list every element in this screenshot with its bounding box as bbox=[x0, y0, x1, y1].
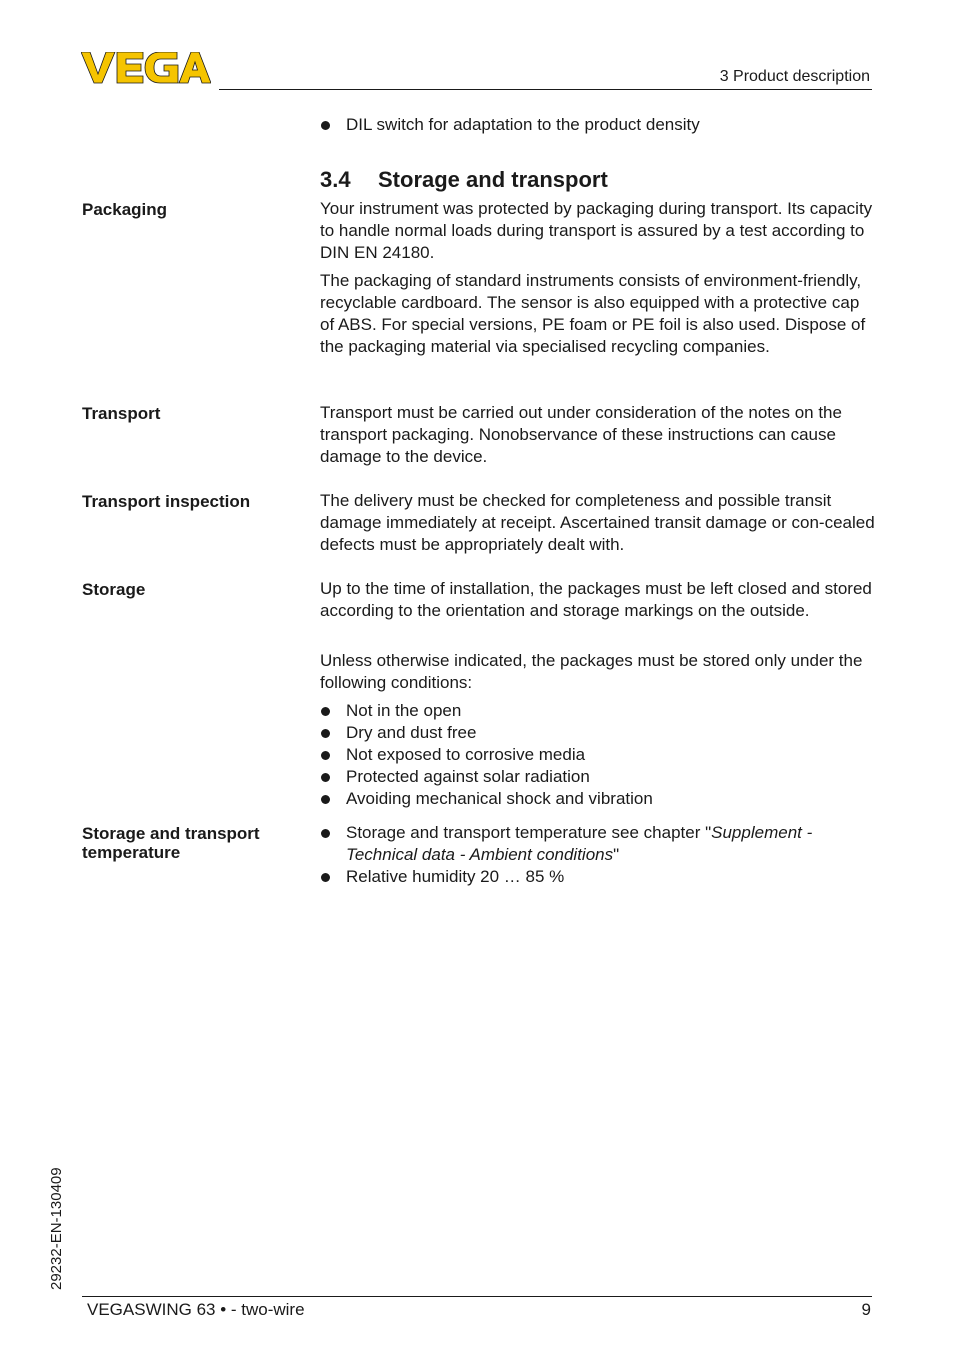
section-title: Storage and transport bbox=[378, 167, 608, 192]
transport-inspection-label: Transport inspection bbox=[82, 492, 251, 511]
list-item: Protected against solar radiation bbox=[320, 766, 880, 788]
list-item: DIL switch for adaptation to the product density bbox=[320, 114, 880, 136]
chapter-reference: Supplement - Technical data - Ambient conditions bbox=[346, 823, 813, 864]
transport-label: Transport bbox=[82, 404, 161, 423]
header-section-title: 3 Product description bbox=[719, 68, 870, 85]
storage-conditions-list bbox=[320, 700, 880, 810]
section-number: 3.4 bbox=[320, 167, 351, 192]
storage-paragraph-1: Up to the time of installation, the packages must be left closed and stored according to the orientation and storage markings on the outside. bbox=[320, 579, 872, 620]
storage-temperature-list bbox=[320, 822, 880, 888]
list-item bbox=[320, 822, 880, 866]
header-divider bbox=[219, 89, 872, 90]
packaging-label: Packaging bbox=[82, 200, 168, 219]
list-item: Not in the open bbox=[320, 700, 880, 722]
section-heading bbox=[320, 166, 608, 194]
list-item: Dry and dust free bbox=[320, 722, 880, 744]
intro-bullet-list bbox=[320, 114, 880, 136]
list-item: Not exposed to corrosive media bbox=[320, 744, 880, 766]
document-id: 29232-EN-130409 bbox=[48, 1167, 65, 1290]
storage-paragraph-2: Unless otherwise indicated, the packages must be stored only under the following conditions: bbox=[320, 651, 863, 692]
packaging-paragraph-2: The packaging of standard instruments consists of environment-friendly, recyclable cardboard. The sensor is also equipped with a protective cap of ABS. For special versions, PE foam or PE foil is also used. Dispose of the packaging material via specialised recycling companies. bbox=[320, 271, 866, 356]
transport-paragraph: Transport must be carried out under consideration of the notes on the transport packaging. Nonobservance of these instructions can cause damage to the device. bbox=[320, 403, 842, 466]
footer-divider bbox=[82, 1296, 872, 1297]
packaging-paragraph-1: Your instrument was protected by packaging during transport. Its capacity to handle normal loads during transport is assured by a test according to DIN EN 24180. bbox=[320, 199, 873, 262]
list-item: Relative humidity 20 … 85 % bbox=[320, 866, 880, 888]
transport-inspection-paragraph: The delivery must be checked for completeness and possible transit damage immediately at receipt. Ascertained transit damage or con-cealed defects must be appropriately dealt with. bbox=[320, 491, 875, 554]
storage-temperature-label: Storage and transport temperature bbox=[82, 824, 260, 862]
bullet-text: " bbox=[613, 845, 620, 864]
list-item: Avoiding mechanical shock and vibration bbox=[320, 788, 880, 810]
bullet-text: Storage and transport temperature see chapter " bbox=[346, 823, 712, 842]
storage-label: Storage bbox=[82, 580, 146, 599]
page-number: 9 bbox=[861, 1300, 871, 1319]
footer-document-title: VEGASWING 63 • - two-wire bbox=[87, 1300, 305, 1319]
vega-logo bbox=[81, 52, 211, 84]
